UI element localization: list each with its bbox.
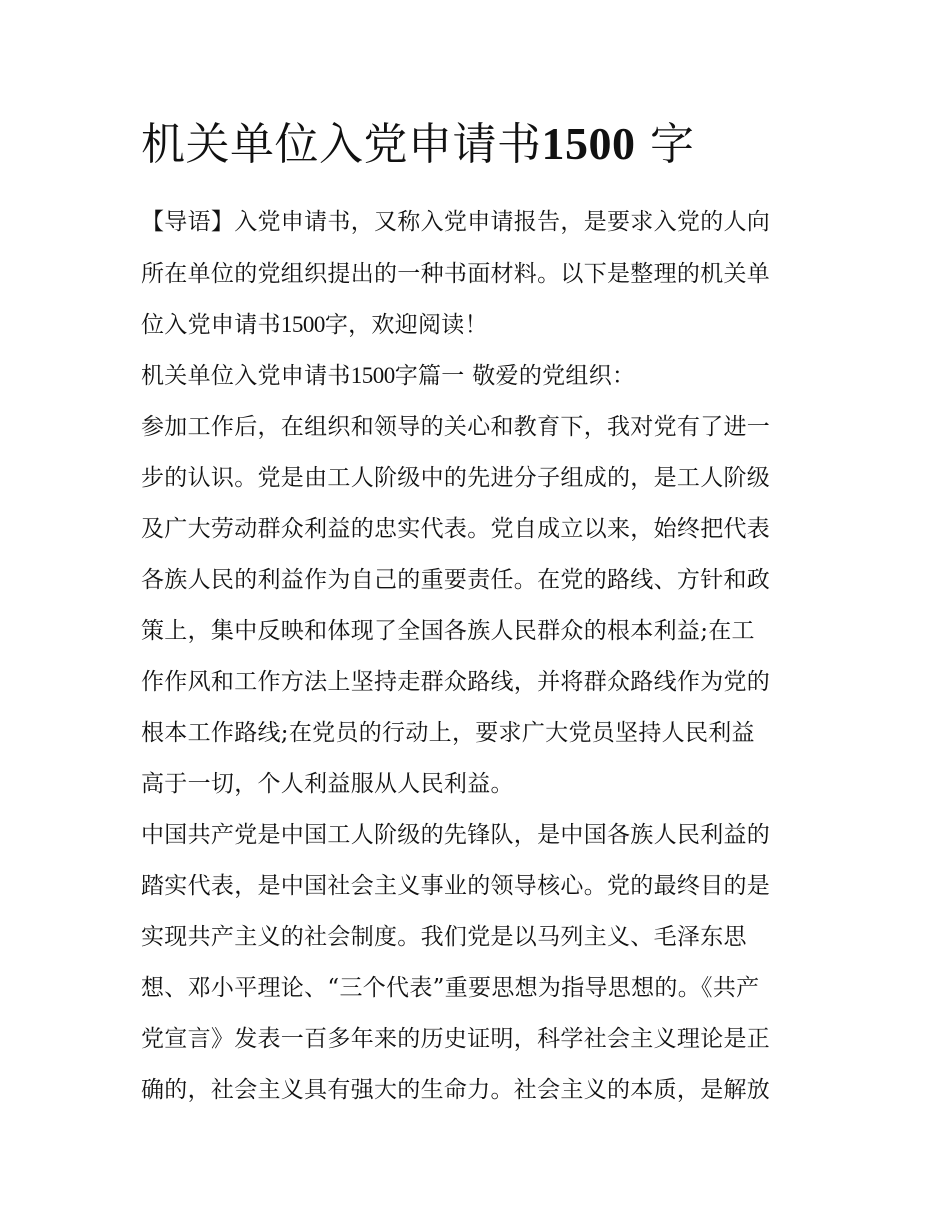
inline-number: 1500 [280,312,325,337]
text-line: 党宣言》发表一百多年来的历史证明，科学社会主义理论是正 [141,1026,771,1052]
text-line: 步的认识。党是由工人阶级中的先进分子组成的，是工人阶级 [141,465,771,491]
text-line-intro-2: 所在单位的党组织提出的一种书面材料。以下是整理的机关单 [141,261,771,287]
text-line: 中国共产党是中国工人阶级的先锋队，是中国各族人民利益的 [141,822,771,848]
text-line: 实现共产主义的社会制度。我们党是以马列主义、毛泽东思 [141,924,747,950]
text-line-intro-1: 【导语】入党申请书，又称入党申请报告，是要求入党的人向 [141,209,771,235]
title-text: 机关单位入党申请书 [141,119,542,170]
document-title [141,112,841,177]
title-suffix: 字 [650,119,695,170]
text-line: 踏实代表，是中国社会主义事业的领导核心。党的最终目的是 [141,873,771,899]
text-line: 想、邓小平理论、“三个代表”重要思想为指导思想的。《共产 [141,975,760,1001]
text-line: 根本工作路线;在党员的行动上，要求广大党员坚持人民利益 [141,720,755,746]
text-line: 确的，社会主义具有强大的生命力。社会主义的本质，是解放 [141,1077,771,1103]
title-number: 1500 [541,118,636,169]
text-line: 及广大劳动群众利益的忠实代表。党自成立以来，始终把代表 [141,516,771,542]
text-line: 作作风和工作方法上坚持走群众路线，并将群众路线作为党的 [141,669,771,695]
text-line: 高于一切，个人利益服从人民利益。 [141,771,514,797]
text-line: 参加工作后，在组织和领导的关心和教育下，我对党有了进一 [141,414,771,440]
text-line-intro-3: 位入党申请书1500字，欢迎阅读！ [141,312,488,338]
text-line-heading: 机关单位入党申请书1500字篇一 敬爱的党组织： [141,363,636,389]
inline-number: 1500 [350,363,395,388]
text-line: 策上，集中反映和体现了全国各族人民群众的根本利益;在工 [141,618,755,644]
text-line: 各族人民的利益作为自己的重要责任。在党的路线、方针和政 [141,567,771,593]
